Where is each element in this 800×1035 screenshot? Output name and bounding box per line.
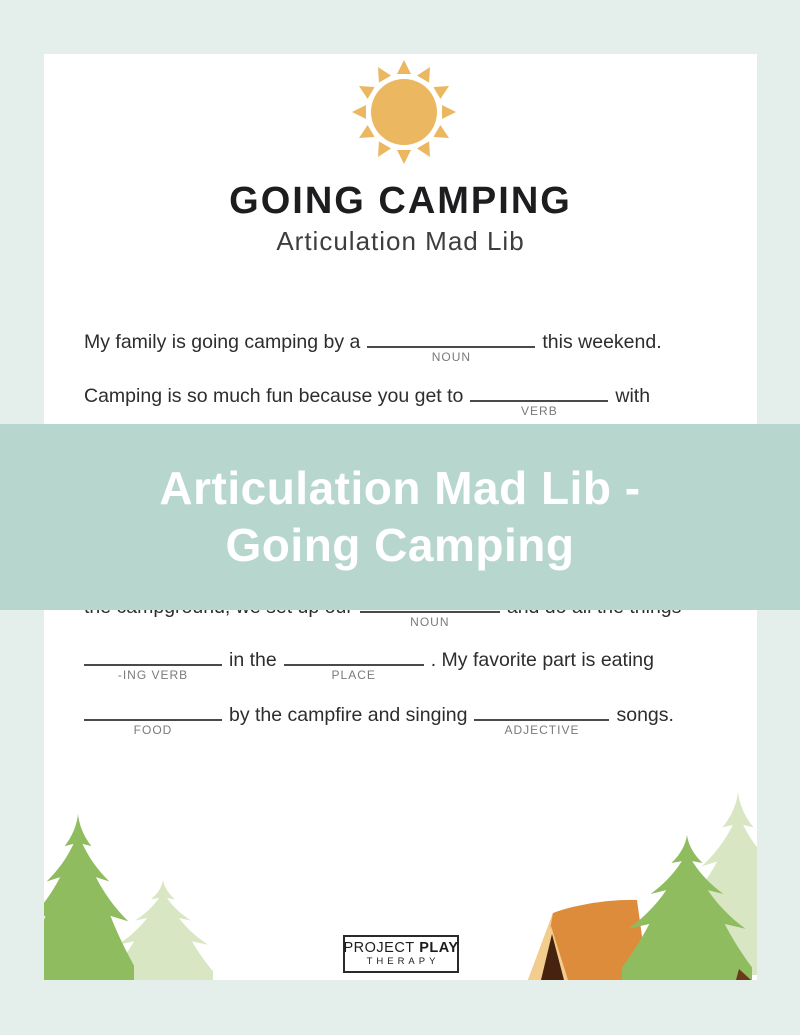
madlib-line-1 [84,328,734,364]
line-text: songs. [616,704,674,726]
line-text: by the campfire and singing [229,704,468,726]
fill-in-blank-place [284,646,424,682]
blank-label: NOUN [431,350,472,364]
line-text: . My favorite part is eating [430,649,654,671]
log-icon [736,969,751,980]
madlib-line-4 [84,646,734,682]
blank-label: FOOD [133,723,173,737]
line-text: Camping is so much fun because you get to [84,385,464,407]
sun-icon [352,60,456,164]
banner-title-line-2: Going Camping [225,519,575,571]
pine-tree-icon [622,835,752,980]
tent-icon [528,900,648,980]
line-text: with [615,385,651,407]
fill-in-blank-ing-verb [84,646,222,682]
banner-title-line-1: Articulation Mad Lib - [159,462,641,514]
pine-tree-icon [44,814,134,980]
logo-text: PROJECT PLAY [343,940,459,956]
pine-tree-icon [673,792,757,975]
overlay-title-banner [0,424,800,610]
blank-label: -ING VERB [117,668,189,682]
fill-in-blank-noun [367,328,535,364]
line-text: this weekend. [542,331,662,353]
blank-label: PLACE [331,668,376,682]
fill-in-blank-verb [470,382,608,418]
project-play-therapy-logo [343,935,459,973]
line-text: in the [229,649,277,671]
madlib-line-5 [84,701,734,737]
blank-label: NOUN [410,615,450,629]
blank-label: VERB [521,404,558,418]
logo-subtext: THERAPY [366,956,440,967]
pine-tree-icon [113,880,213,980]
madlib-line-2 [84,382,734,418]
worksheet-subtitle: Articulation Mad Lib [276,226,525,256]
worksheet-title: GOING CAMPING [229,180,572,222]
blank-label: ADJECTIVE [504,723,580,737]
fill-in-blank-adjective [474,701,609,737]
fill-in-blank-food [84,701,222,737]
line-text: My family is going camping by a [84,331,361,353]
